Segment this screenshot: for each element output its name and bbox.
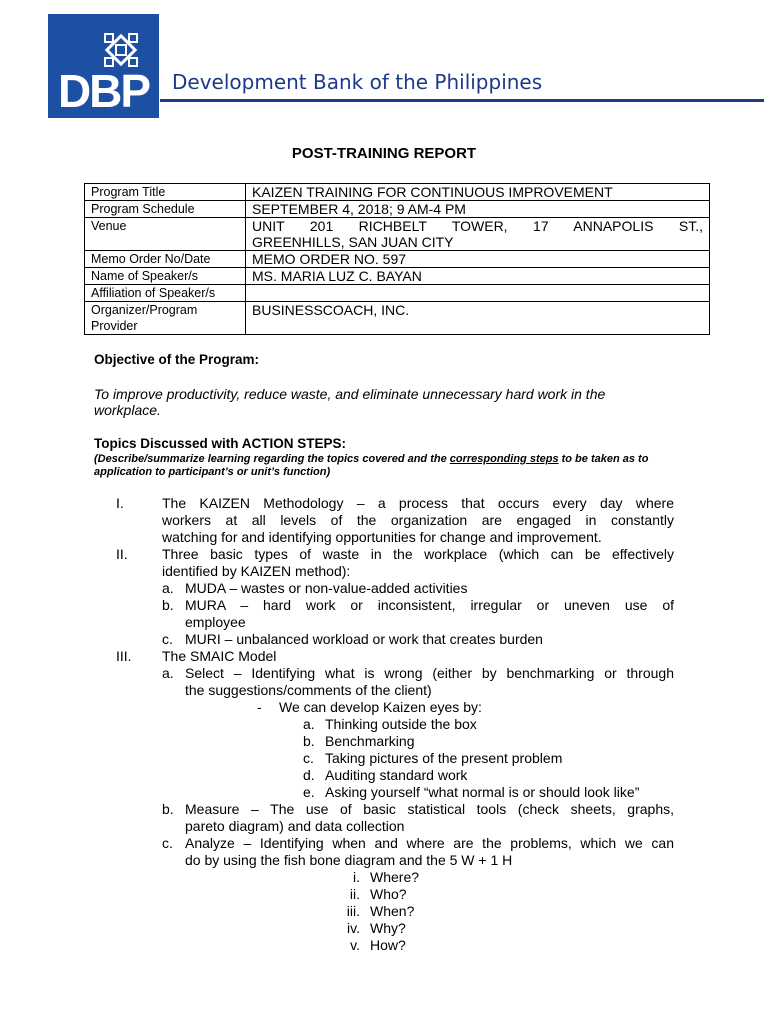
list-item: We can develop Kaizen eyes by: xyxy=(279,699,482,715)
logo-emblem-icon xyxy=(103,32,139,68)
page-title: POST-TRAINING REPORT xyxy=(291,145,477,162)
list-item: Who? xyxy=(370,886,407,902)
list-item: MUDA – wastes or non-value-added activities xyxy=(185,580,468,596)
label-line-1: Organizer/Program xyxy=(91,303,198,317)
list-marker: a. xyxy=(162,665,174,681)
list-marker: a. xyxy=(162,580,174,596)
list-item: Taking pictures of the present problem xyxy=(325,750,563,766)
table-row xyxy=(85,251,710,268)
table-row xyxy=(85,302,710,335)
list-item: Thinking outside the box xyxy=(325,716,477,732)
topics-instruction xyxy=(94,453,674,479)
list-marker: ii. xyxy=(349,886,360,902)
list-item: When? xyxy=(370,903,415,919)
list-marker: iii. xyxy=(346,903,360,919)
bank-name: Development Bank of the Philippines xyxy=(172,70,543,94)
dbp-logo xyxy=(48,14,159,118)
label-cell: Venue xyxy=(85,218,246,251)
table-row xyxy=(85,184,710,201)
value-cell: MS. MARIA LUZ C. BAYAN xyxy=(246,268,710,285)
table-row xyxy=(85,218,710,251)
objective-text: To improve productivity, reduce waste, and eliminate unnecessary hard work in the workplace. xyxy=(94,386,606,418)
list-marker: e. xyxy=(303,784,315,800)
label-cell: Memo Order No/Date xyxy=(85,251,246,268)
label-cell: Name of Speaker/s xyxy=(85,268,246,285)
list-item: Asking yourself “what normal is or should look like” xyxy=(325,784,640,800)
list-marker: a. xyxy=(303,716,315,732)
topics-heading: Topics Discussed with ACTION STEPS: xyxy=(94,436,347,451)
list-item: The SMAIC Model xyxy=(162,648,277,664)
list-item: workers at all levels of the organization are engaged in constantly xyxy=(162,512,674,528)
list-marker: II. xyxy=(116,546,128,562)
list-item: do by using the fish bone diagram and the 5 W + 1 H xyxy=(185,852,513,868)
logo-text: DBP xyxy=(57,65,150,117)
program-info-table xyxy=(84,183,710,335)
venue-line-1: UNIT 201 RICHBELT TOWER, 17 ANNAPOLIS ST., xyxy=(252,218,703,234)
list-marker: III. xyxy=(116,648,132,664)
value-cell: BUSINESSCOACH, INC. xyxy=(246,302,710,335)
list-marker: c. xyxy=(162,631,173,647)
list-marker: I. xyxy=(116,495,124,511)
list-item: MURI – unbalanced workload or work that creates burden xyxy=(185,631,543,647)
table-row xyxy=(85,285,710,302)
list-marker: - xyxy=(257,699,262,715)
objective-heading: Objective of the Program: xyxy=(94,352,260,367)
list-marker: b. xyxy=(162,801,174,817)
list-item: Measure – The use of basic statistical tools (check sheets, graphs, xyxy=(185,801,674,817)
list-marker: b. xyxy=(162,597,174,613)
table-row xyxy=(85,201,710,218)
list-item: watching for and identifying opportunities for change and improvement. xyxy=(162,529,602,545)
list-item: employee xyxy=(185,614,246,630)
label-cell xyxy=(85,302,246,335)
list-marker: c. xyxy=(162,835,173,851)
note-underlined-text: corresponding steps xyxy=(449,453,559,465)
note-text: (Describe/summarize learning regarding the topics covered and the xyxy=(94,453,450,465)
list-marker: iv. xyxy=(347,920,360,936)
list-item: Benchmarking xyxy=(325,733,415,749)
note-text: to be taken as to application to participant’s or unit’s function) xyxy=(94,453,649,478)
table-row xyxy=(85,268,710,285)
list-item: Where? xyxy=(370,869,420,885)
list-item: pareto diagram) and data collection xyxy=(185,818,405,834)
value-cell: MEMO ORDER NO. 597 xyxy=(246,251,710,268)
value-cell xyxy=(246,285,710,302)
list-item: Auditing standard work xyxy=(325,767,468,783)
list-item: Analyze – Identifying when and where are the problems, which we can xyxy=(185,835,674,851)
list-item: the suggestions/comments of the client) xyxy=(185,682,432,698)
value-cell: KAIZEN TRAINING FOR CONTINUOUS IMPROVEMENT xyxy=(246,184,710,201)
list-marker: i. xyxy=(353,869,360,885)
label-line-2: Provider xyxy=(91,319,138,333)
list-item: MURA – hard work or inconsistent, irregular or uneven use of xyxy=(185,597,674,613)
label-cell: Program Title xyxy=(85,184,246,201)
list-item: Select – Identifying what is wrong (either by benchmarking or through xyxy=(185,665,674,681)
label-cell: Affiliation of Speaker/s xyxy=(85,285,246,302)
list-marker: c. xyxy=(303,750,314,766)
list-marker: b. xyxy=(303,733,315,749)
label-cell: Program Schedule xyxy=(85,201,246,218)
list-item: identified by KAIZEN method): xyxy=(162,563,351,579)
list-item: How? xyxy=(370,937,406,953)
list-marker: v. xyxy=(350,937,360,953)
list-marker: d. xyxy=(303,767,315,783)
header-divider xyxy=(160,99,764,102)
list-item: Three basic types of waste in the workplace (which can be effectively xyxy=(162,546,674,562)
value-cell: SEPTEMBER 4, 2018; 9 AM-4 PM xyxy=(246,201,710,218)
venue-line-2: GREENHILLS, SAN JUAN CITY xyxy=(252,234,454,250)
value-cell xyxy=(246,218,710,251)
list-item: The KAIZEN Methodology – a process that occurs every day where xyxy=(162,495,674,511)
list-item: Why? xyxy=(370,920,406,936)
